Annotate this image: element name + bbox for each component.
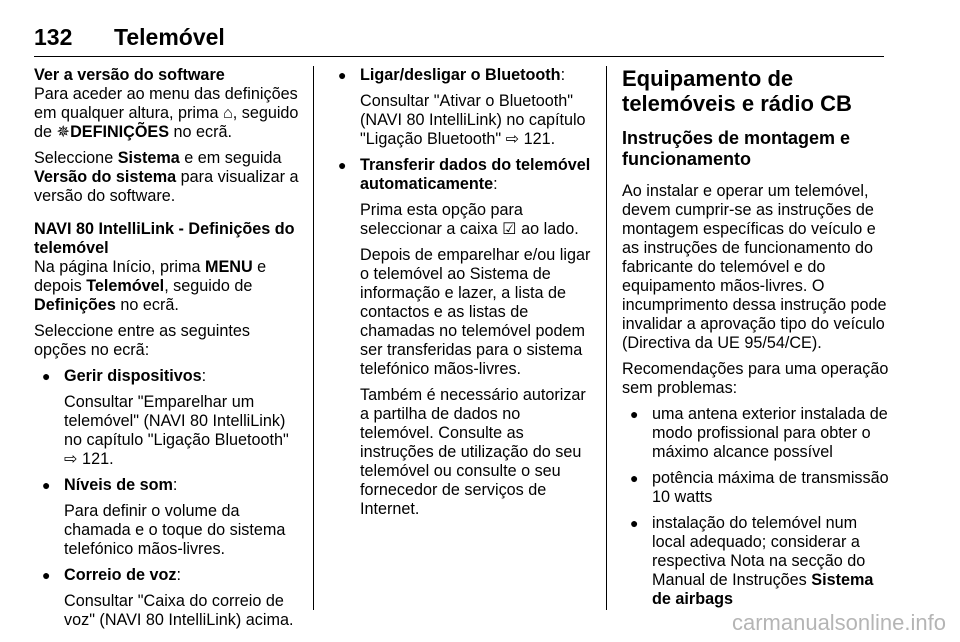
settings-label: DEFINIÇÕES	[70, 123, 170, 141]
paragraph: Recomendações para uma operação sem problemas:	[622, 360, 889, 397]
bullet-icon: ●	[338, 67, 347, 83]
text: Seleccione	[34, 149, 118, 167]
list-item: ● Correio de voz:	[42, 566, 181, 584]
list-item: ● Níveis de som:	[42, 476, 178, 494]
bullet-icon: ●	[630, 515, 639, 531]
section-heading-software-version: Ver a versão do software	[34, 66, 225, 84]
text: , seguido de	[34, 104, 299, 141]
list-item-text: uma antena exterior instalada de modo profissional para obter o máximo alcance possível	[652, 405, 888, 461]
option-label: Ligar/desligar o Bluetooth	[360, 66, 561, 84]
section-heading-navi-settings: NAVI 80 IntelliLink - Definições do telemóvel	[34, 220, 295, 257]
column-3	[622, 66, 890, 616]
text: e em seguida	[179, 149, 282, 167]
text: Na página Início, prima	[34, 258, 205, 276]
page-title: Telemóvel	[114, 24, 225, 50]
paragraph	[34, 85, 304, 142]
bullet-icon: ●	[338, 157, 347, 173]
definicoes-label: Definições	[34, 296, 116, 314]
text: , seguido de	[164, 277, 253, 295]
text: Para aceder ao menu das definições em qualquer altura, prima	[34, 85, 298, 122]
paragraph	[34, 149, 304, 206]
airbag-link-text: Sistema de airbags	[652, 571, 874, 608]
option-description: Consultar "Ativar o Bluetooth" (NAVI 80 IntelliLink) no capítulo "Ligação Bluetooth" ⇨ 121.	[360, 92, 586, 148]
list-item	[622, 469, 890, 507]
telemovel-label: Telemóvel	[86, 277, 165, 295]
list-item: ● Gerir dispositivos:	[42, 367, 207, 385]
page-header	[34, 22, 884, 57]
column-1	[34, 66, 304, 637]
paragraph: Seleccione entre as seguintes opções no ecrã:	[34, 322, 250, 359]
bullet-icon: ●	[630, 470, 639, 486]
bullet-icon: ●	[630, 406, 639, 422]
option-description: Para definir o volume da chamada e o toque do sistema telefónico mãos-livres.	[64, 502, 286, 558]
list-item-text: potência máxima de transmissão 10 watts	[652, 469, 889, 506]
option-description: Prima esta opção para seleccionar a caixa ☑ ao lado.	[360, 201, 579, 238]
list-item	[622, 405, 890, 462]
option-description: Consultar "Caixa do correio de voz" (NAVI 80 IntelliLink) acima.	[64, 592, 294, 629]
gear-icon: ✵	[56, 123, 71, 141]
watermark: carmanualsonline.info	[731, 610, 946, 635]
menu-label: MENU	[204, 258, 253, 276]
section-heading-phone-cb: Equipamento de telemóveis e rádio CB	[622, 66, 852, 116]
option-label: Transferir dados do telemóvel automaticamente	[360, 156, 591, 193]
subsection-heading-instructions: Instruções de montagem e funcionamento	[622, 128, 851, 169]
column-2	[330, 66, 596, 526]
column-divider	[606, 66, 607, 610]
paragraph: Também é necessário autorizar a partilha de dados no telemóvel. Consulte as instruções de utilização do seu telemóvel ou consulte o seu fornecedor de serviços de Internet.	[360, 386, 586, 518]
paragraph	[34, 258, 304, 315]
paragraph: Depois de emparelhar e/ou ligar o telemóvel ao Sistema de informação e lazer, a lista de contactos e as listas de chamadas no telemóvel podem ser transferidas para o sistema telefónico mãos-livres.	[360, 246, 591, 378]
option-label: Níveis de som	[64, 476, 173, 494]
list-item	[622, 514, 890, 609]
column-divider	[313, 66, 314, 610]
bullet-icon: ●	[42, 477, 51, 493]
option-label: Gerir dispositivos	[64, 367, 202, 385]
bullet-icon: ●	[42, 368, 51, 384]
versao-label: Versão do sistema	[34, 168, 177, 186]
bullet-icon: ●	[42, 567, 51, 583]
text: no ecrã.	[169, 123, 233, 141]
option-label: Correio de voz	[64, 566, 177, 584]
sistema-label: Sistema	[117, 149, 180, 167]
text: e depois	[34, 258, 267, 295]
text: no ecrã.	[115, 296, 179, 314]
list-item: ● Transferir dados do telemóvel automaticamente:	[338, 156, 591, 193]
home-icon: ⌂	[222, 104, 233, 122]
text: para visualizar a versão do software.	[34, 168, 299, 205]
paragraph: Ao instalar e operar um telemóvel, devem cumprir-se as instruções de montagem específicas do veículo e as instruções de funcionamento do fabricante do telemóvel e do equipamento mãos-livres. O incumprimento dessa instrução pode invalidar a aprovação tipo do veículo (Directiva da UE 95/54/CE).	[622, 182, 887, 352]
option-description: Consultar "Emparelhar um telemóvel" (NAVI 80 IntelliLink) no capítulo "Ligação Bluetooth" ⇨ 121.	[64, 393, 289, 468]
page-number: 132	[34, 24, 73, 50]
list-item: ● Ligar/desligar o Bluetooth:	[338, 66, 566, 84]
list-item-text: instalação do telemóvel num local adequado; considerar a respectiva Nota na secção do Manual de Instruções	[652, 514, 866, 589]
